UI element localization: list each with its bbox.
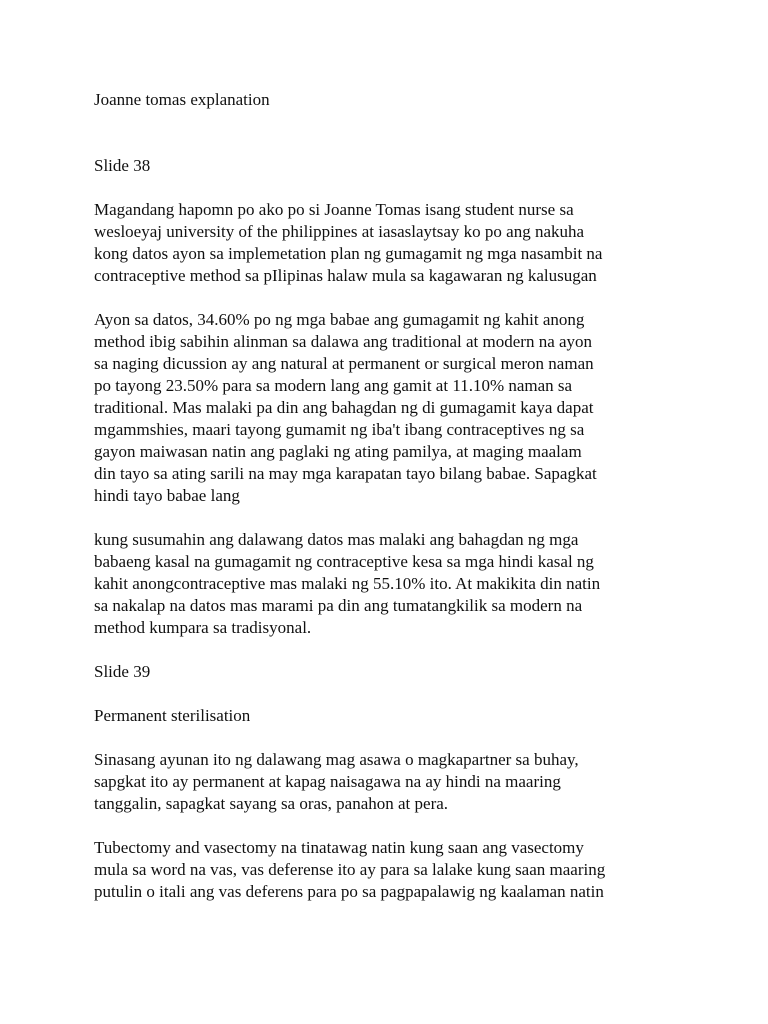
paragraph-line: method kumpara sa tradisyonal. [94, 618, 312, 637]
paragraph-line: sapgkat ito ay permanent at kapag naisagawa na ay hindi na maaring [94, 772, 561, 791]
paragraph-line: mgammshies, maari tayong gumamit ng iba't ibang contraceptives ng sa [94, 420, 585, 439]
document-title: Joanne tomas explanation [94, 90, 270, 109]
paragraph-line: sa nakalap na datos mas marami pa din ang tumatangkilik sa modern na [94, 596, 583, 615]
slide-38-heading: Slide 38 [94, 156, 151, 175]
paragraph-line: mula sa word na vas, vas deferense ito ay para sa lalake kung saan maaring [94, 860, 606, 879]
paragraph-line: babaeng kasal na gumagamit ng contraceptive kesa sa mga hindi kasal ng [94, 552, 594, 571]
paragraph-line: Sinasang ayunan ito ng dalawang mag asawa o magkapartner sa buhay, [94, 750, 579, 769]
slide-39-heading: Slide 39 [94, 662, 151, 681]
paragraph-line: Magandang hapomn po ako po si Joanne Tomas isang student nurse sa [94, 200, 574, 219]
paragraph-line: kung susumahin ang dalawang datos mas malaki ang bahagdan ng mga [94, 530, 579, 549]
paragraph-line: kahit anongcontraceptive mas malaki ng 55.10% ito. At makikita din natin [94, 574, 601, 593]
paragraph-line: putulin o itali ang vas deferens para po sa pagpapalawig ng kaalaman natin [94, 882, 604, 901]
paragraph-line: method ibig sabihin alinman sa dalawa ang traditional at modern na ayon [94, 332, 593, 351]
paragraph-line: Ayon sa datos, 34.60% po ng mga babae ang gumagamit ng kahit anong [94, 310, 585, 329]
paragraph-line: traditional. Mas malaki pa din ang bahagdan ng di gumagamit kaya dapat [94, 398, 594, 417]
paragraph-line: kong datos ayon sa implemetation plan ng gumagamit ng mga nasambit na [94, 244, 603, 263]
paragraph-line: contraceptive method sa pIlipinas halaw mula sa kagawaran ng kalusugan [94, 266, 597, 285]
paragraph-line: tanggalin, sapagkat sayang sa oras, panahon at pera. [94, 794, 449, 813]
paragraph-line: po tayong 23.50% para sa modern lang ang gamit at 11.10% naman sa [94, 376, 573, 395]
paragraph-line: gayon maiwasan natin ang paglaki ng ating pamilya, at maging maalam [94, 442, 582, 461]
paragraph-line: din tayo sa ating sarili na may mga karapatan tayo bilang babae. Sapagkat [94, 464, 597, 483]
sterilisation-heading: Permanent sterilisation [94, 706, 251, 725]
paragraph-line: Tubectomy and vasectomy na tinatawag natin kung saan ang vasectomy [94, 838, 584, 857]
paragraph-line: sa naging dicussion ay ang natural at permanent or surgical meron naman [94, 354, 594, 373]
paragraph-line: hindi tayo babae lang [94, 486, 240, 505]
paragraph-line: wesloeyaj university of the philippines at iasaslaytsay ko po ang nakuha [94, 222, 585, 241]
